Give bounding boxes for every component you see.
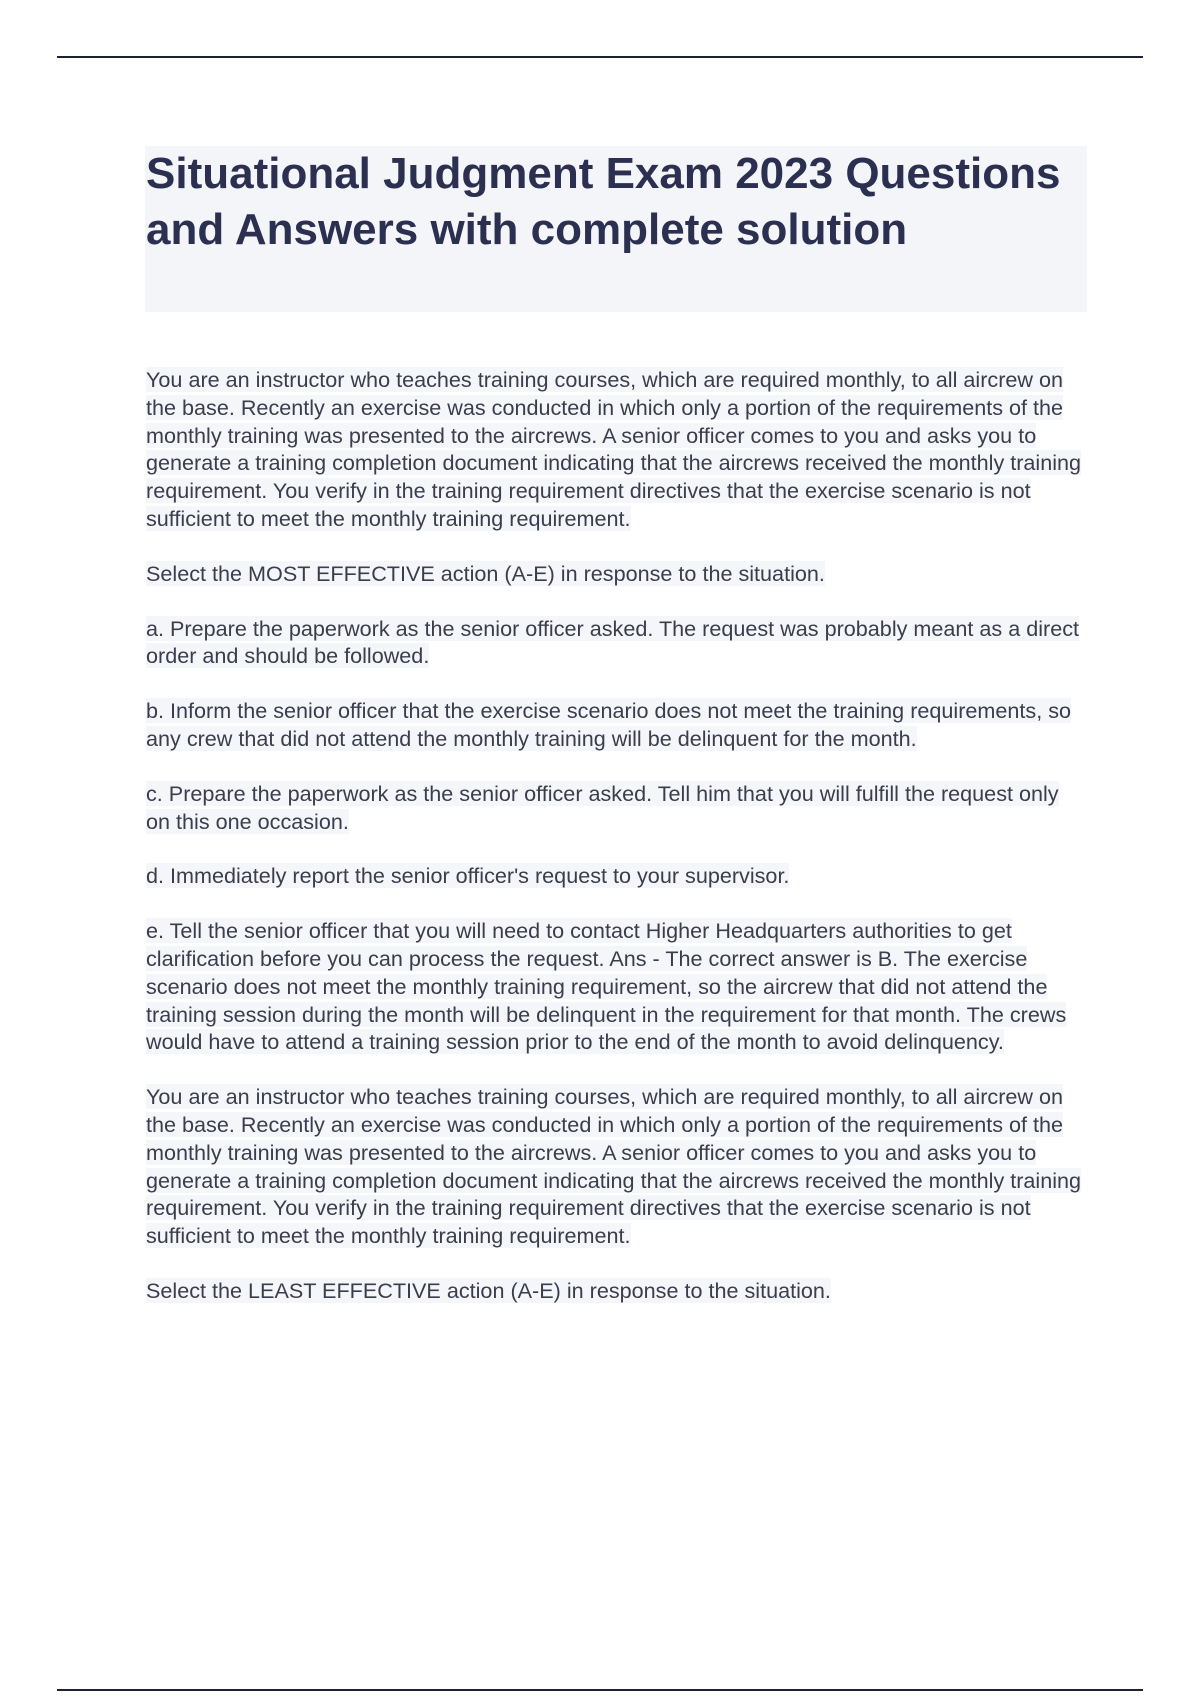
option-a	[146, 615, 1086, 671]
option-b	[146, 697, 1086, 753]
option-e-text: e. Tell the senior officer that you will need to contact Higher Headquarters authorities to get clarification before you can process the request. Ans - The correct answer is B. The exercise scenario does not meet the monthly training requirement, so the aircrew that did not attend the training session during the month will be delinquent in the requirement for that month. The crews would have to attend a training session prior to the end of the month to avoid delinquency.	[146, 918, 1067, 1055]
option-a-text: a. Prepare the paperwork as the senior officer asked. The request was probably meant as a direct order and should be followed.	[146, 615, 1080, 669]
document-title: Situational Judgment Exam 2023 Questions and Answers with complete solution	[146, 149, 1061, 254]
document-body	[146, 366, 1086, 1332]
scenario-paragraph-1	[146, 366, 1086, 533]
option-c	[146, 780, 1086, 836]
scenario-text-1: You are an instructor who teaches training courses, which are required monthly, to all aircrew on the base. Recently an exercise was conducted in which only a portion of the requirements of the monthly training was presented to the aircrews. A senior officer comes to you and asks you to generate a training completion document indicating that the aircrews received the monthly training requirement. You verify in the training requirement directives that the exercise scenario is not sufficient to meet the monthly training requirement.	[146, 367, 1082, 531]
option-b-text: b. Inform the senior officer that the exercise scenario does not meet the training requirements, so any crew that did not attend the monthly training will be delinquent for the month.	[146, 698, 1072, 751]
question-prompt-most-effective	[146, 560, 1086, 588]
option-c-text: c. Prepare the paperwork as the senior officer asked. Tell him that you will fulfill the request only on this one occasion.	[146, 780, 1059, 834]
scenario-text-2: You are an instructor who teaches training courses, which are required monthly, to all aircrew on the base. Recently an exercise was conducted in which only a portion of the requirements of the monthly training was presented to the aircrews. A senior officer comes to you and asks you to generate a training completion document indicating that the aircrews received the monthly training requirement. You verify in the training requirement directives that the exercise scenario is not sufficient to meet the monthly training requirement.	[146, 1084, 1082, 1249]
top-rule	[57, 56, 1143, 58]
question-prompt-least-effective	[146, 1277, 1086, 1305]
prompt-text-2: Select the LEAST EFFECTIVE action (A-E) in response to the situation.	[146, 1277, 831, 1303]
option-e-with-answer	[146, 917, 1086, 1056]
option-d-text: d. Immediately report the senior officer's request to your supervisor.	[146, 863, 790, 889]
scenario-paragraph-2	[146, 1083, 1086, 1250]
option-d	[146, 862, 1086, 890]
bottom-rule	[57, 1689, 1143, 1691]
title-block	[145, 146, 1087, 312]
prompt-text-1: Select the MOST EFFECTIVE action (A-E) in response to the situation.	[146, 560, 825, 586]
